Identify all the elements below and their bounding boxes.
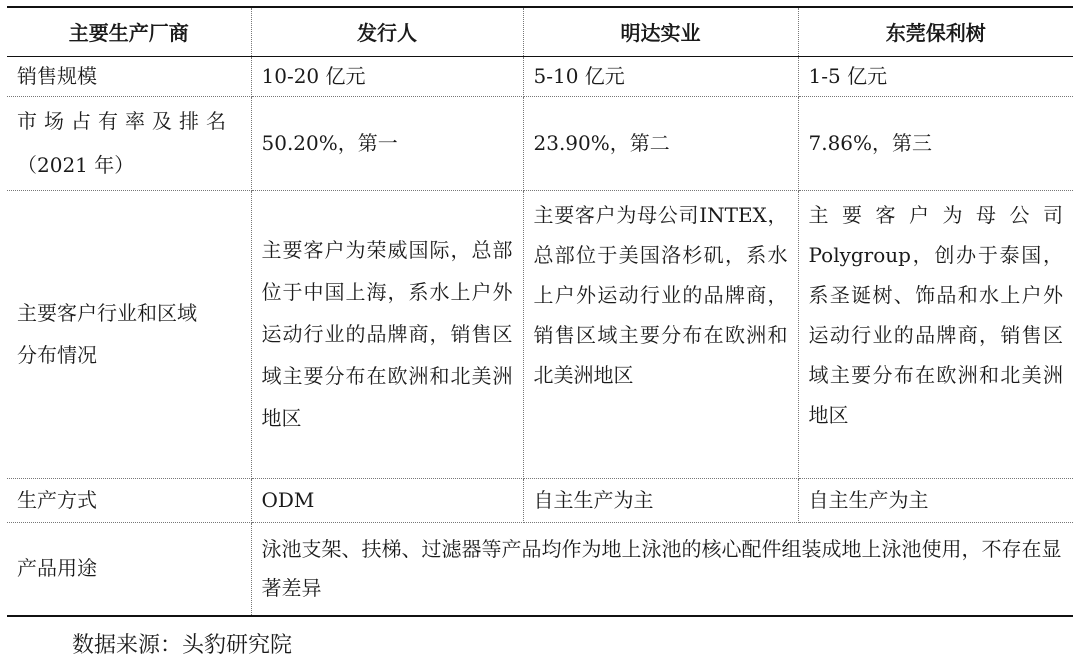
- cell-mingda-market-share: 23.90%，第二: [523, 96, 798, 190]
- manufacturer-comparison-table: [7, 6, 1073, 617]
- row-label-product-usage: 产品用途: [7, 522, 251, 616]
- row-label-sales-scale: 销售规模: [7, 56, 251, 96]
- row-label-production-mode: 生产方式: [7, 478, 251, 522]
- table-row-production-mode: [7, 478, 1073, 522]
- table-row-market-share: [7, 96, 1073, 190]
- header-dongguan-polytree: 东莞保利树: [798, 7, 1073, 56]
- table-header-row: [7, 7, 1073, 56]
- cell-polytree-market-share: 7.86%，第三: [798, 96, 1073, 190]
- table-row-customers: [7, 190, 1073, 478]
- table-row-product-usage: [7, 522, 1073, 616]
- cell-issuer-market-share: 50.20%，第一: [251, 96, 523, 190]
- table-row-sales-scale: [7, 56, 1073, 96]
- row-label-customers: 主要客户行业和区域 分布情况: [7, 190, 251, 478]
- cell-mingda-production-mode: 自主生产为主: [523, 478, 798, 522]
- cell-mingda-customers: 主要客户为母公司INTEX，总部位于美国洛杉矶，系水上户外运动行业的品牌商，销售区域主要分布在欧洲和北美洲地区: [523, 190, 798, 478]
- cell-polytree-production-mode: 自主生产为主: [798, 478, 1073, 522]
- cell-issuer-sales-scale: 10-20 亿元: [251, 56, 523, 96]
- row-label-market-share: 市场占有率及排名 （2021 年）: [7, 96, 251, 190]
- cell-product-usage: 泳池支架、扶梯、过滤器等产品均作为地上泳池的核心配件组装成地上泳池使用，不存在显著差异: [251, 522, 1073, 616]
- cell-polytree-sales-scale: 1-5 亿元: [798, 56, 1073, 96]
- cell-issuer-customers: 主要客户为荣威国际，总部位于中国上海，系水上户外运动行业的品牌商，销售区域主要分布在欧洲和北美洲地区: [251, 190, 523, 478]
- cell-mingda-sales-scale: 5-10 亿元: [523, 56, 798, 96]
- header-mingda: 明达实业: [523, 7, 798, 56]
- header-manufacturer: 主要生产厂商: [7, 7, 251, 56]
- data-source-note: 数据来源：头豹研究院: [72, 633, 293, 658]
- header-issuer: 发行人: [251, 7, 523, 56]
- cell-polytree-customers: 主要客户为母公司Polygroup，创办于泰国，系圣诞树、饰品和水上户外运动行业的品牌商，销售区域主要分布在欧洲和北美洲地区: [798, 190, 1073, 478]
- cell-issuer-production-mode: ODM: [251, 478, 523, 522]
